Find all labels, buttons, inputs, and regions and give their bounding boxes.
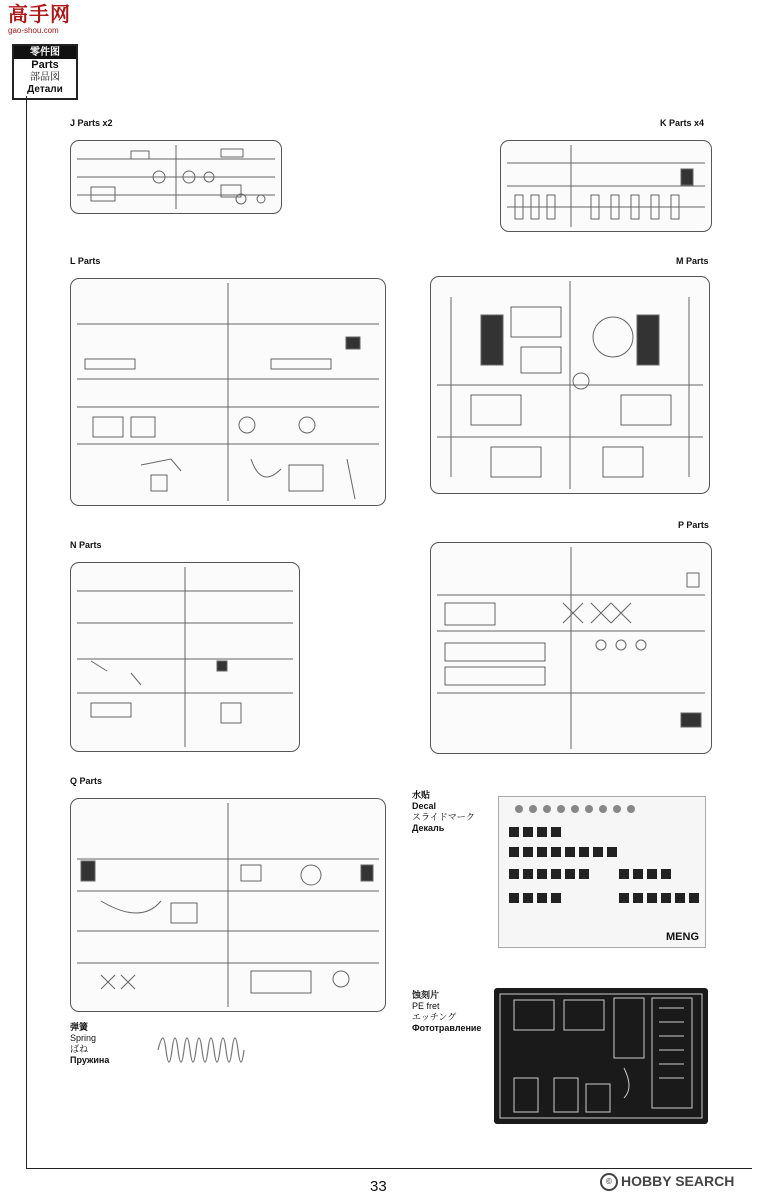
label-l-parts: L Parts bbox=[70, 256, 101, 266]
sprue-m-drawing bbox=[431, 277, 709, 493]
sprue-n bbox=[70, 562, 300, 752]
sprue-q bbox=[70, 798, 386, 1012]
pe-en: PE fret bbox=[412, 1001, 440, 1011]
pe-label bbox=[412, 990, 481, 1034]
header-en: Parts bbox=[31, 59, 59, 71]
label-p-parts: P Parts bbox=[678, 520, 709, 530]
copyright-icon: © bbox=[600, 1173, 618, 1191]
label-q-parts: Q Parts bbox=[70, 776, 103, 786]
watermark-logo-text: 高手网 bbox=[8, 4, 71, 26]
decal-brand: MENG bbox=[666, 931, 699, 943]
frame-bottom-line bbox=[26, 1168, 752, 1169]
label-j-parts: J Parts x2 bbox=[70, 118, 113, 128]
label-k-parts: K Parts x4 bbox=[660, 118, 705, 128]
pe-zh: 蚀刻片 bbox=[412, 990, 440, 1000]
decal-ja: スライドマーク bbox=[412, 812, 475, 822]
page-number: 33 bbox=[370, 1178, 387, 1195]
hobby-search-text: HOBBY SEARCH bbox=[621, 1173, 735, 1189]
sprue-p-drawing bbox=[431, 543, 711, 753]
pe-ru: Фототравление bbox=[412, 1023, 482, 1033]
header-ja: 部品図 bbox=[30, 72, 60, 83]
decal-ru: Декаль bbox=[412, 823, 445, 833]
sprue-p bbox=[430, 542, 712, 754]
sprue-l bbox=[70, 278, 386, 506]
header-ru: Детали bbox=[27, 84, 63, 95]
sprue-k bbox=[500, 140, 712, 232]
pe-fret-drawing bbox=[494, 988, 708, 1124]
decal-zh: 水贴 bbox=[412, 790, 431, 800]
label-n-parts: N Parts bbox=[70, 540, 102, 550]
decal-sheet bbox=[498, 796, 706, 948]
spring-drawing bbox=[156, 1032, 246, 1068]
sprue-n-drawing bbox=[71, 563, 299, 751]
spring-ja: ばね bbox=[70, 1044, 89, 1054]
spring-label bbox=[70, 1022, 109, 1066]
sprue-k-drawing bbox=[501, 141, 711, 231]
hobby-search-mark bbox=[600, 1173, 734, 1191]
decal-label bbox=[412, 790, 475, 834]
pe-ja: エッチング bbox=[412, 1012, 457, 1022]
watermark-logo bbox=[8, 4, 78, 40]
decal-sheet-drawing bbox=[499, 797, 705, 947]
spring-ru: Пружина bbox=[70, 1055, 110, 1065]
sprue-j bbox=[70, 140, 282, 214]
header-zh: 零件图 bbox=[14, 46, 76, 59]
sprue-q-drawing bbox=[71, 799, 385, 1011]
pe-fret bbox=[494, 988, 708, 1124]
parts-header-box bbox=[12, 44, 78, 100]
frame-left-line bbox=[26, 96, 27, 1168]
sprue-l-drawing bbox=[71, 279, 385, 505]
decal-en: Decal bbox=[412, 801, 437, 811]
watermark-url: gao-shou.com bbox=[8, 26, 59, 35]
label-m-parts: M Parts bbox=[676, 256, 709, 266]
spring-coil bbox=[156, 1032, 246, 1068]
sprue-m bbox=[430, 276, 710, 494]
sprue-j-drawing bbox=[71, 141, 281, 213]
spring-en: Spring bbox=[70, 1033, 97, 1043]
spring-zh: 弹簧 bbox=[70, 1022, 89, 1032]
